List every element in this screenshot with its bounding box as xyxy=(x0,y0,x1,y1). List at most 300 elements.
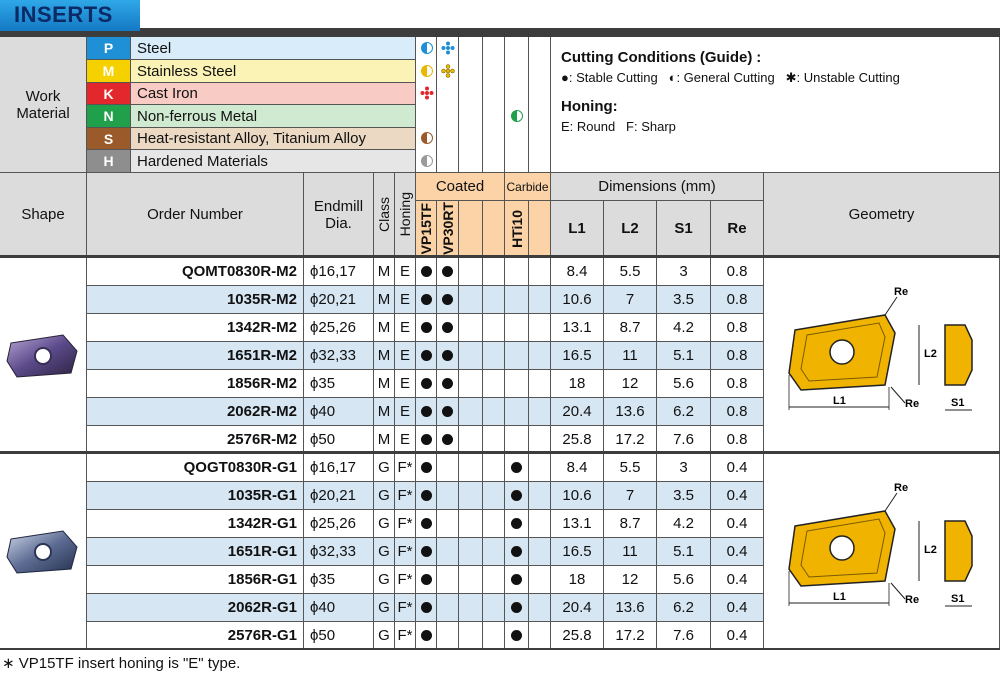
g1-row-re: 0.4 xyxy=(711,510,764,538)
g1-row-l2: 13.6 xyxy=(604,594,657,622)
g1-row-b2 xyxy=(483,482,505,510)
stable-cutting-dot xyxy=(421,294,432,305)
stable-cutting-dot xyxy=(511,490,522,501)
g1-row-b3 xyxy=(529,538,551,566)
g1-row-cls: G xyxy=(374,566,395,594)
m2-row-b1 xyxy=(459,398,483,426)
cutting-conditions-legend xyxy=(561,68,900,88)
material-letter-text: S xyxy=(103,130,114,147)
header-vp30rt: VP30RT xyxy=(437,201,459,257)
header-carbide: Carbide xyxy=(505,173,551,201)
material-name-s: Heat-resistant Alloy, Titanium Alloy xyxy=(131,128,416,150)
geometry-cell-m2 xyxy=(764,258,1000,453)
g1-row-g3 xyxy=(505,482,529,510)
stable-cutting-dot xyxy=(442,294,453,305)
header-geometry: Geometry xyxy=(764,173,1000,257)
m2-row-l2: 13.6 xyxy=(604,398,657,426)
svg-text:S1: S1 xyxy=(950,592,964,605)
m2-row-order: 1035R-M2 xyxy=(87,286,304,314)
g1-row-order: QOGT0830R-G1 xyxy=(87,454,304,482)
legend-round: E: Round xyxy=(561,119,616,134)
g1-row-g2 xyxy=(437,622,459,650)
m2-row-re: 0.8 xyxy=(711,286,764,314)
m2-row-b3 xyxy=(529,258,551,286)
g1-row-b2 xyxy=(483,454,505,482)
stable-cutting-dot xyxy=(421,546,432,557)
svg-text:Re: Re xyxy=(893,481,908,494)
g1-row-g2 xyxy=(437,538,459,566)
material-name-n: Non-ferrous Metal xyxy=(131,105,416,128)
m2-row-g1 xyxy=(416,342,437,370)
g1-row-s1: 7.6 xyxy=(657,622,711,650)
legend-unstable: ✱: Unstable Cutting xyxy=(785,70,900,85)
g1-row-l1: 10.6 xyxy=(551,482,604,510)
s-vp15tf-general-icon xyxy=(422,133,433,144)
material-name-m: Stainless Steel xyxy=(131,60,416,83)
header-l2: L2 xyxy=(604,201,657,257)
material-letter-k xyxy=(87,83,131,105)
m2-row-l1: 8.4 xyxy=(551,258,604,286)
svg-text:L2: L2 xyxy=(923,543,937,556)
legend-stable: ●: Stable Cutting xyxy=(561,70,658,85)
header-coated: Coated xyxy=(416,173,505,201)
stable-cutting-dot xyxy=(421,406,432,417)
legend-general: ◐: General Cutting xyxy=(668,70,775,85)
stable-cutting-dot xyxy=(511,602,522,613)
m2-row-order: 2062R-M2 xyxy=(87,398,304,426)
g1-row-hon: F* xyxy=(395,482,416,510)
stable-cutting-dot xyxy=(421,518,432,529)
h-vp15tf-general-icon xyxy=(422,156,433,167)
g1-row-order: 2062R-G1 xyxy=(87,594,304,622)
m2-row-order: 1342R-M2 xyxy=(87,314,304,342)
g1-row-b1 xyxy=(459,538,483,566)
m2-row-l2: 5.5 xyxy=(604,258,657,286)
stable-cutting-dot xyxy=(421,434,432,445)
insert-photo-m2 xyxy=(5,329,81,381)
svg-text:L1: L1 xyxy=(832,590,846,603)
m2-row-b3 xyxy=(529,370,551,398)
g1-row-b1 xyxy=(459,482,483,510)
g1-row-g1 xyxy=(416,454,437,482)
m2-row-dia: ϕ50 xyxy=(304,426,374,454)
g1-row-l1: 16.5 xyxy=(551,538,604,566)
m2-row-g1 xyxy=(416,286,437,314)
m2-row-g1 xyxy=(416,426,437,454)
g1-row-re: 0.4 xyxy=(711,482,764,510)
stable-cutting-dot xyxy=(511,630,522,641)
m2-row-g2 xyxy=(437,258,459,286)
header-class: Class xyxy=(374,173,395,257)
stable-cutting-dot xyxy=(421,378,432,389)
m2-row-g1 xyxy=(416,314,437,342)
m2-row-s1: 5.1 xyxy=(657,342,711,370)
legend-box xyxy=(551,37,1000,173)
m2-row-re: 0.8 xyxy=(711,258,764,286)
g1-row-cls: G xyxy=(374,510,395,538)
header-re: Re xyxy=(711,201,764,257)
g1-row-b2 xyxy=(483,538,505,566)
g1-row-b2 xyxy=(483,594,505,622)
header-honing: Honing xyxy=(395,173,416,257)
m2-row-g1 xyxy=(416,370,437,398)
group-divider xyxy=(0,451,1000,454)
honing-legend xyxy=(561,117,900,137)
g1-row-g2 xyxy=(437,454,459,482)
g1-row-g1 xyxy=(416,510,437,538)
svg-text:S1: S1 xyxy=(950,397,964,409)
g1-row-dia: ϕ35 xyxy=(304,566,374,594)
m2-row-l2: 12 xyxy=(604,370,657,398)
g1-row-s1: 3 xyxy=(657,454,711,482)
g1-row-cls: G xyxy=(374,622,395,650)
m2-row-re: 0.8 xyxy=(711,314,764,342)
g1-row-l2: 8.7 xyxy=(604,510,657,538)
g1-row-b1 xyxy=(459,622,483,650)
material-letter-p xyxy=(87,37,131,60)
m2-row-b3 xyxy=(529,314,551,342)
m2-row-g3 xyxy=(505,286,529,314)
stable-cutting-dot xyxy=(421,462,432,473)
m2-row-b1 xyxy=(459,342,483,370)
m-vp15tf-general-icon xyxy=(422,66,433,77)
header-order-number: Order Number xyxy=(87,173,304,257)
m2-row-cls: M xyxy=(374,258,395,286)
g1-row-b2 xyxy=(483,510,505,538)
stable-cutting-dot xyxy=(511,546,522,557)
m2-row-g1 xyxy=(416,258,437,286)
stable-cutting-dot xyxy=(442,378,453,389)
g1-row-re: 0.4 xyxy=(711,566,764,594)
m2-row-hon: E xyxy=(395,398,416,426)
g1-row-re: 0.4 xyxy=(711,454,764,482)
g1-row-g3 xyxy=(505,566,529,594)
g1-row-s1: 4.2 xyxy=(657,510,711,538)
g1-row-re: 0.4 xyxy=(711,622,764,650)
g1-row-l2: 17.2 xyxy=(604,622,657,650)
g1-row-cls: G xyxy=(374,538,395,566)
g1-row-order: 1856R-G1 xyxy=(87,566,304,594)
legend-sharp: F: Sharp xyxy=(626,119,676,134)
material-letter-s xyxy=(87,128,131,150)
header-s1: S1 xyxy=(657,201,711,257)
svg-text:Re: Re xyxy=(904,398,919,410)
g1-row-g3 xyxy=(505,510,529,538)
g1-row-s1: 5.6 xyxy=(657,566,711,594)
g1-row-l2: 7 xyxy=(604,482,657,510)
insert-photo-g1 xyxy=(5,525,81,577)
m2-row-g3 xyxy=(505,342,529,370)
g1-row-l2: 11 xyxy=(604,538,657,566)
m2-row-l1: 16.5 xyxy=(551,342,604,370)
m2-row-g2 xyxy=(437,286,459,314)
m2-row-re: 0.8 xyxy=(711,398,764,426)
m2-row-order: 2576R-M2 xyxy=(87,426,304,454)
m2-row-hon: E xyxy=(395,314,416,342)
header-blank3 xyxy=(529,201,551,257)
stable-cutting-dot xyxy=(421,266,432,277)
m2-row-b1 xyxy=(459,426,483,454)
material-name-h: Hardened Materials xyxy=(131,150,416,173)
m2-row-hon: E xyxy=(395,286,416,314)
material-letter-text: N xyxy=(103,108,114,124)
m2-row-b3 xyxy=(529,398,551,426)
stable-cutting-dot xyxy=(511,574,522,585)
g1-row-b2 xyxy=(483,622,505,650)
g1-row-hon: F* xyxy=(395,622,416,650)
m2-row-s1: 5.6 xyxy=(657,370,711,398)
g1-row-s1: 5.1 xyxy=(657,538,711,566)
stable-cutting-dot xyxy=(421,574,432,585)
g1-row-hon: F* xyxy=(395,538,416,566)
g1-row-dia: ϕ50 xyxy=(304,622,374,650)
g1-row-g2 xyxy=(437,566,459,594)
g1-row-l1: 20.4 xyxy=(551,594,604,622)
m2-row-dia: ϕ32,33 xyxy=(304,342,374,370)
material-letter-text: K xyxy=(103,85,114,102)
m2-row-g3 xyxy=(505,258,529,286)
material-letter-m xyxy=(87,60,131,83)
m2-row-g2 xyxy=(437,398,459,426)
m2-row-re: 0.8 xyxy=(711,426,764,454)
m2-row-b3 xyxy=(529,286,551,314)
geometry-drawing-g1 xyxy=(767,481,997,621)
g1-row-g3 xyxy=(505,454,529,482)
m2-row-hon: E xyxy=(395,370,416,398)
stable-cutting-dot xyxy=(442,322,453,333)
m2-row-b1 xyxy=(459,286,483,314)
m2-row-cls: M xyxy=(374,342,395,370)
m2-row-cls: M xyxy=(374,398,395,426)
stable-cutting-dot xyxy=(442,406,453,417)
header-blank1 xyxy=(459,201,483,257)
m2-row-b3 xyxy=(529,342,551,370)
header-dimensions: Dimensions (mm) xyxy=(551,173,764,201)
g1-row-g1 xyxy=(416,566,437,594)
m2-row-b1 xyxy=(459,370,483,398)
m2-row-g3 xyxy=(505,370,529,398)
stable-cutting-dot xyxy=(511,518,522,529)
header-hti10: HTi10 xyxy=(505,201,529,257)
stable-cutting-dot xyxy=(511,462,522,473)
g1-row-g1 xyxy=(416,594,437,622)
g1-row-l1: 8.4 xyxy=(551,454,604,482)
g1-row-g1 xyxy=(416,482,437,510)
p-vp30rt-unstable-icon xyxy=(442,42,455,55)
stable-cutting-dot xyxy=(421,350,432,361)
m2-row-s1: 4.2 xyxy=(657,314,711,342)
m2-row-g3 xyxy=(505,426,529,454)
m2-row-l2: 17.2 xyxy=(604,426,657,454)
work-material-label-line2: Material xyxy=(16,104,70,122)
g1-row-b3 xyxy=(529,622,551,650)
g1-row-b1 xyxy=(459,510,483,538)
g1-row-l2: 5.5 xyxy=(604,454,657,482)
work-material-label xyxy=(0,37,87,173)
header-blank2 xyxy=(483,201,505,257)
m2-row-l2: 11 xyxy=(604,342,657,370)
g1-row-g1 xyxy=(416,622,437,650)
m2-row-b2 xyxy=(483,370,505,398)
material-letter-text: P xyxy=(103,40,114,56)
m2-row-b2 xyxy=(483,314,505,342)
honing-title: Honing: xyxy=(561,98,618,115)
m2-row-hon: E xyxy=(395,258,416,286)
header-endmill-dia: Endmill Dia. xyxy=(304,173,374,257)
g1-row-hon: F* xyxy=(395,566,416,594)
g1-row-b3 xyxy=(529,510,551,538)
m2-row-l1: 18 xyxy=(551,370,604,398)
stable-cutting-dot xyxy=(421,630,432,641)
g1-row-b2 xyxy=(483,566,505,594)
m2-row-g2 xyxy=(437,426,459,454)
m2-row-cls: M xyxy=(374,314,395,342)
svg-text:Re: Re xyxy=(904,593,919,606)
g1-row-l2: 12 xyxy=(604,566,657,594)
g1-row-l1: 18 xyxy=(551,566,604,594)
m2-row-g2 xyxy=(437,342,459,370)
m2-row-dia: ϕ40 xyxy=(304,398,374,426)
m2-row-cls: M xyxy=(374,426,395,454)
g1-row-g1 xyxy=(416,538,437,566)
m2-row-b2 xyxy=(483,398,505,426)
material-name-p: Steel xyxy=(131,37,416,60)
m2-row-l1: 25.8 xyxy=(551,426,604,454)
m2-row-cls: M xyxy=(374,370,395,398)
stable-cutting-dot xyxy=(442,266,453,277)
svg-text:Re: Re xyxy=(893,286,908,298)
m2-row-s1: 7.6 xyxy=(657,426,711,454)
m2-row-re: 0.8 xyxy=(711,342,764,370)
n-hti10-general-icon xyxy=(512,111,523,122)
m2-row-l1: 20.4 xyxy=(551,398,604,426)
g1-row-l1: 13.1 xyxy=(551,510,604,538)
stable-cutting-dot xyxy=(421,602,432,613)
g1-row-dia: ϕ32,33 xyxy=(304,538,374,566)
m2-row-l1: 13.1 xyxy=(551,314,604,342)
g1-row-g2 xyxy=(437,510,459,538)
k-vp15tf-unstable-icon xyxy=(421,87,434,100)
m-vp30rt-unstable-icon xyxy=(442,65,455,78)
m2-row-dia: ϕ16,17 xyxy=(304,258,374,286)
g1-row-hon: F* xyxy=(395,454,416,482)
g1-row-g2 xyxy=(437,594,459,622)
svg-text:L1: L1 xyxy=(832,395,846,407)
g1-row-l1: 25.8 xyxy=(551,622,604,650)
bottom-divider xyxy=(0,648,1000,650)
g1-row-s1: 6.2 xyxy=(657,594,711,622)
m2-row-g1 xyxy=(416,398,437,426)
geometry-drawing-m2 xyxy=(767,285,997,425)
g1-row-order: 1651R-G1 xyxy=(87,538,304,566)
m2-row-dia: ϕ25,26 xyxy=(304,314,374,342)
m2-row-order: 1651R-M2 xyxy=(87,342,304,370)
material-grade-icons xyxy=(416,37,551,173)
g1-row-b3 xyxy=(529,566,551,594)
g1-row-g3 xyxy=(505,594,529,622)
m2-row-l2: 7 xyxy=(604,286,657,314)
p-vp15tf-general-icon xyxy=(422,43,433,54)
m2-row-hon: E xyxy=(395,342,416,370)
geometry-cell-g1 xyxy=(764,453,1000,649)
g1-row-b1 xyxy=(459,454,483,482)
m2-row-l1: 10.6 xyxy=(551,286,604,314)
g1-row-b3 xyxy=(529,482,551,510)
material-letter-n xyxy=(87,105,131,128)
m2-row-cls: M xyxy=(374,286,395,314)
m2-row-g2 xyxy=(437,370,459,398)
header-l1: L1 xyxy=(551,201,604,257)
g1-row-g3 xyxy=(505,622,529,650)
m2-row-s1: 3 xyxy=(657,258,711,286)
g1-row-order: 1035R-G1 xyxy=(87,482,304,510)
m2-row-b2 xyxy=(483,342,505,370)
g1-row-b3 xyxy=(529,454,551,482)
shape-cell-g1 xyxy=(0,453,87,649)
m2-row-s1: 3.5 xyxy=(657,286,711,314)
page-title: INSERTS xyxy=(14,2,113,27)
stable-cutting-dot xyxy=(421,490,432,501)
g1-row-dia: ϕ40 xyxy=(304,594,374,622)
m2-row-g3 xyxy=(505,314,529,342)
m2-row-order: 1856R-M2 xyxy=(87,370,304,398)
g1-row-g3 xyxy=(505,538,529,566)
g1-row-b1 xyxy=(459,566,483,594)
m2-row-dia: ϕ35 xyxy=(304,370,374,398)
g1-row-b3 xyxy=(529,594,551,622)
header-vp15tf: VP15TF xyxy=(416,201,437,257)
material-letter-text: M xyxy=(102,63,115,79)
g1-row-g2 xyxy=(437,482,459,510)
g1-row-s1: 3.5 xyxy=(657,482,711,510)
m2-row-s1: 6.2 xyxy=(657,398,711,426)
header-shape: Shape xyxy=(0,173,87,257)
footnote: ∗ VP15TF insert honing is "E" type. xyxy=(2,655,241,672)
g1-row-cls: G xyxy=(374,594,395,622)
m2-row-b1 xyxy=(459,314,483,342)
m2-row-b2 xyxy=(483,426,505,454)
material-name-k: Cast Iron xyxy=(131,83,416,105)
stable-cutting-dot xyxy=(421,322,432,333)
g1-row-dia: ϕ20,21 xyxy=(304,482,374,510)
g1-row-cls: G xyxy=(374,454,395,482)
g1-row-dia: ϕ16,17 xyxy=(304,454,374,482)
m2-row-re: 0.8 xyxy=(711,370,764,398)
g1-row-cls: G xyxy=(374,482,395,510)
m2-row-b3 xyxy=(529,426,551,454)
m2-row-b2 xyxy=(483,286,505,314)
stable-cutting-dot xyxy=(442,434,453,445)
stable-cutting-dot xyxy=(442,350,453,361)
m2-row-b2 xyxy=(483,258,505,286)
g1-row-b1 xyxy=(459,594,483,622)
shape-cell-m2 xyxy=(0,258,87,453)
g1-row-order: 2576R-G1 xyxy=(87,622,304,650)
material-letter-text: H xyxy=(103,153,114,169)
m2-row-order: QOMT0830R-M2 xyxy=(87,258,304,286)
m2-row-dia: ϕ20,21 xyxy=(304,286,374,314)
m2-row-g3 xyxy=(505,398,529,426)
m2-row-g2 xyxy=(437,314,459,342)
g1-row-order: 1342R-G1 xyxy=(87,510,304,538)
m2-row-hon: E xyxy=(395,426,416,454)
m2-row-l2: 8.7 xyxy=(604,314,657,342)
g1-row-hon: F* xyxy=(395,510,416,538)
material-letter-h xyxy=(87,150,131,173)
svg-text:L2: L2 xyxy=(923,348,937,360)
g1-row-re: 0.4 xyxy=(711,594,764,622)
m2-row-b1 xyxy=(459,258,483,286)
